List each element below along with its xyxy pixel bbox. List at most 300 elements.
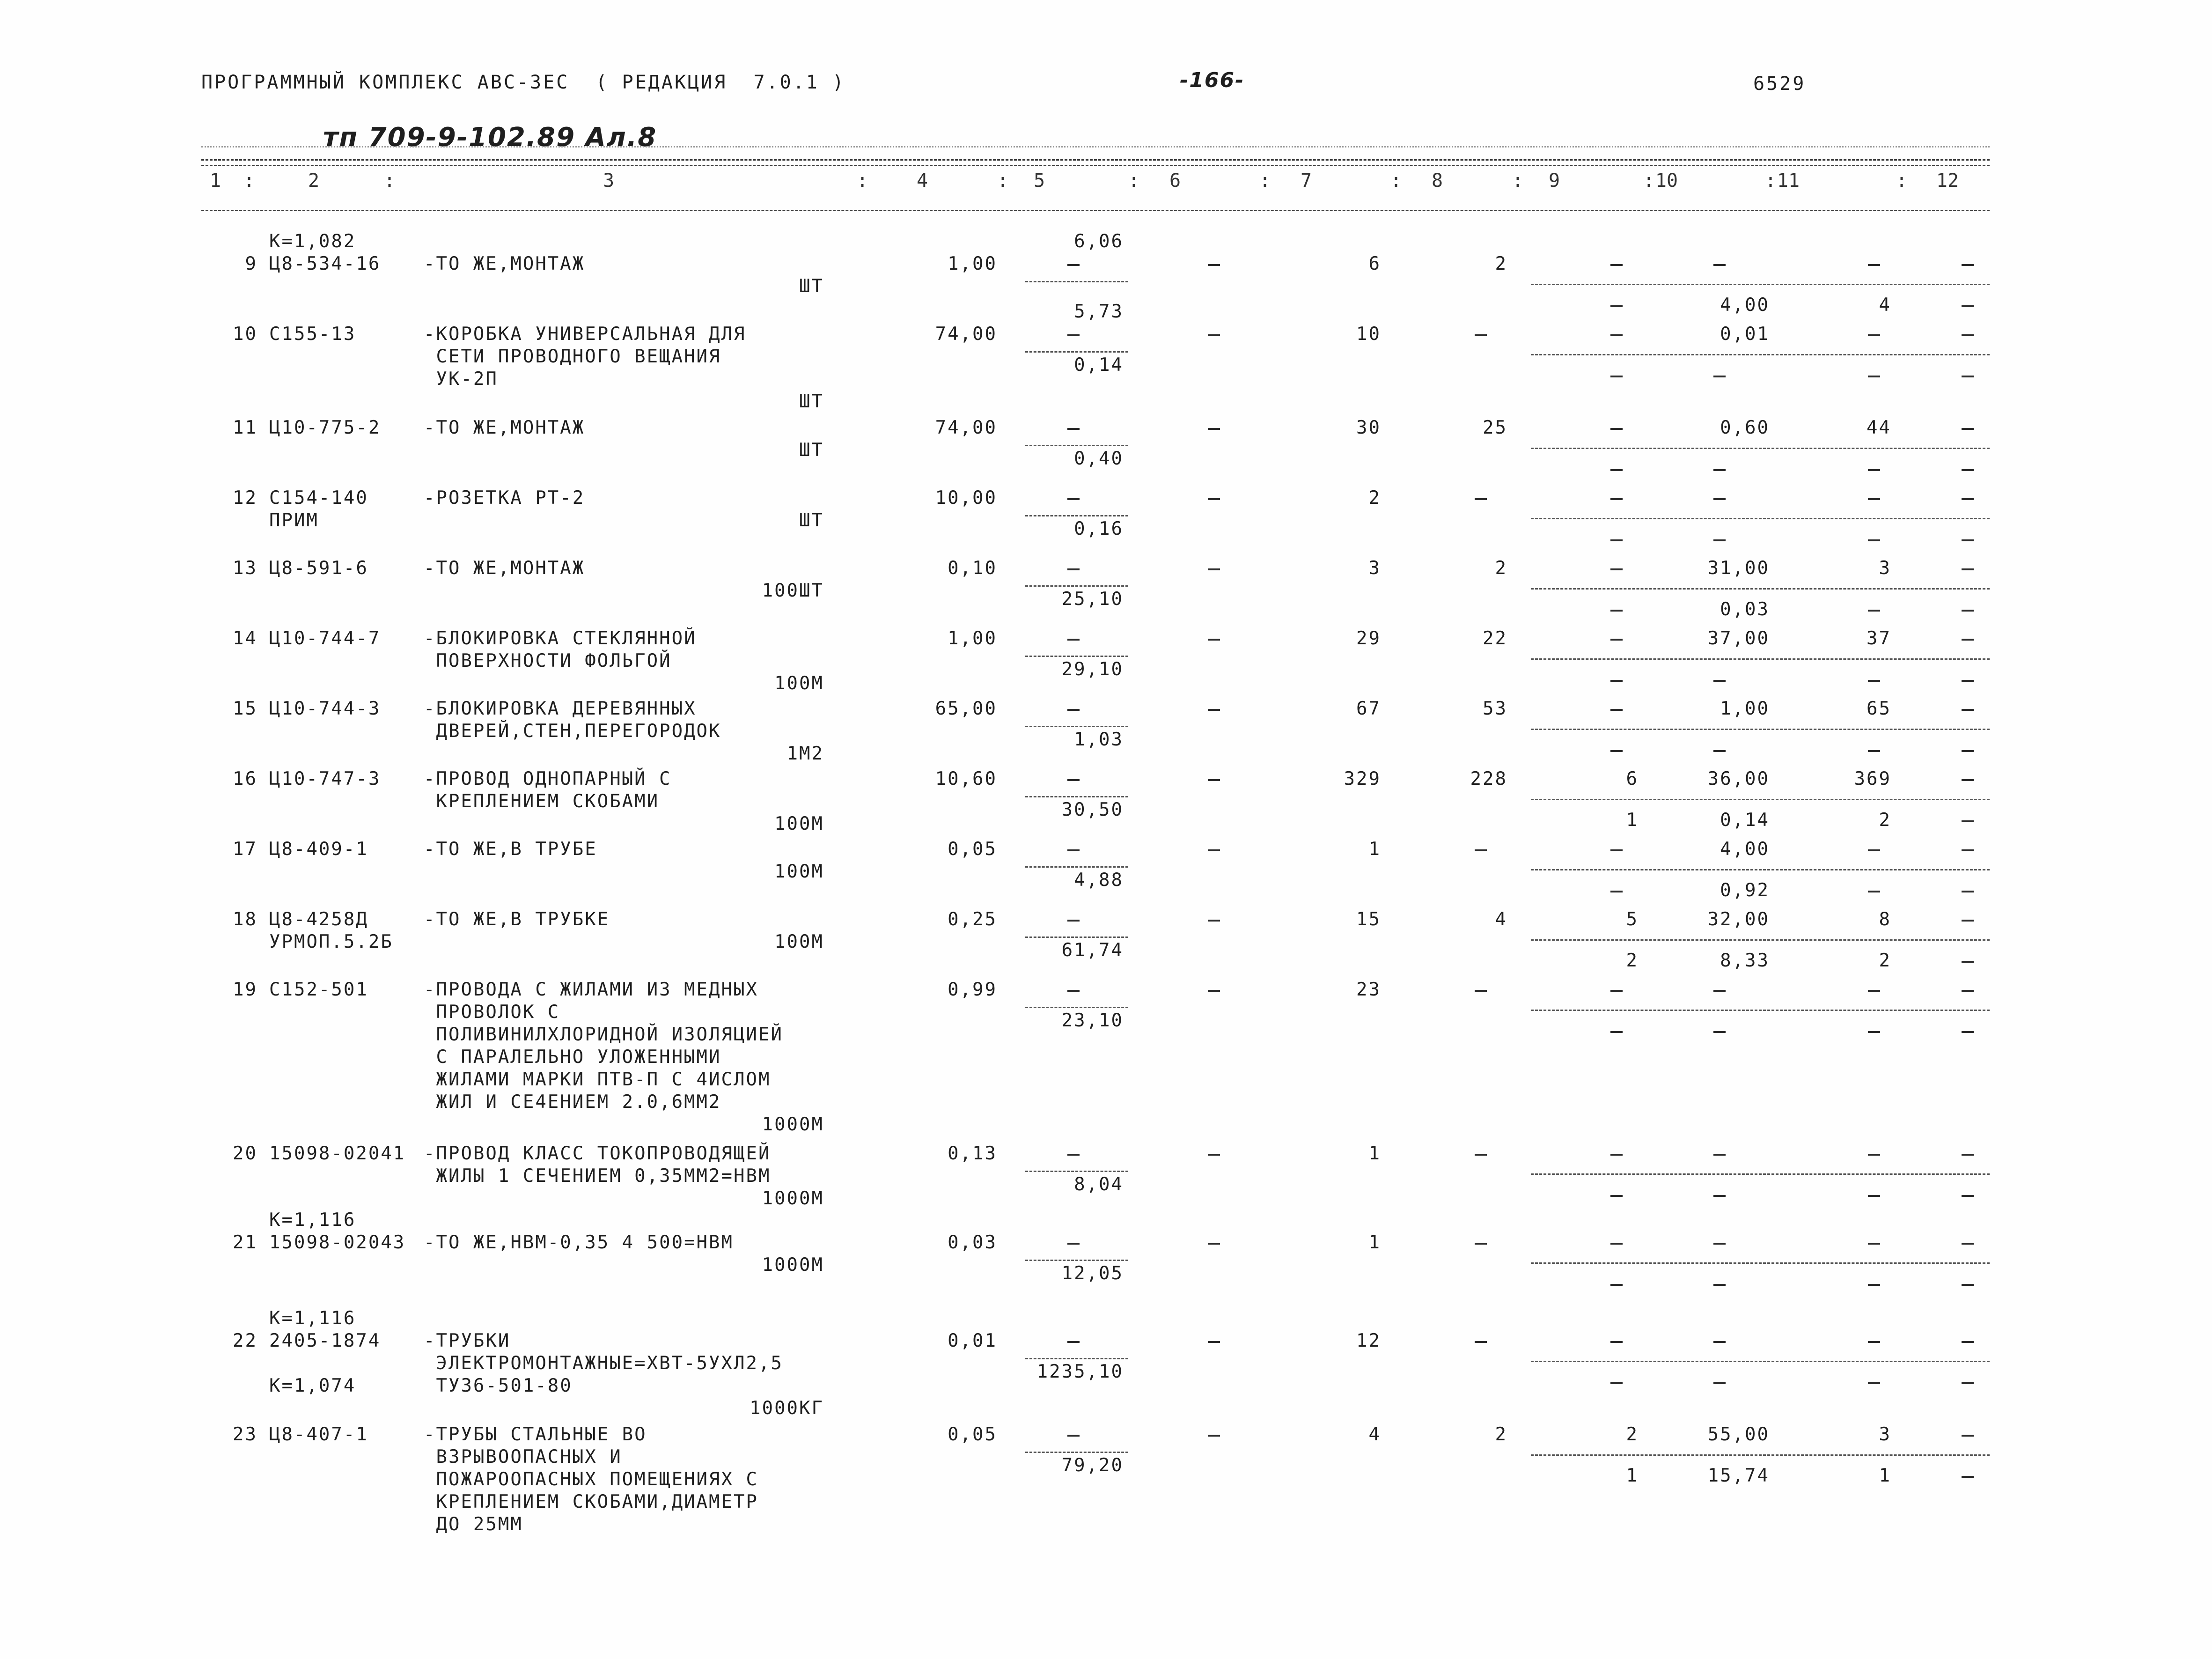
row-description: -БЛОКИРОВКА ДЕРЕВЯННЫХ ДВЕРЕЙ,СТЕН,ПЕРЕГОРОДОК [424, 698, 721, 742]
col11-value: 65 [1867, 698, 1891, 719]
col5-rule [1025, 796, 1128, 797]
row-quantity: 65,00 [935, 698, 997, 719]
empty-cell-dash [1962, 1243, 1974, 1245]
column-separator: : [1128, 170, 1140, 192]
resources-rule [1531, 799, 1990, 800]
row-unit: ШТ [799, 391, 824, 412]
empty-cell-dash [1962, 1341, 1974, 1343]
empty-cell-dash [1610, 568, 1623, 570]
empty-cell-dash [1962, 568, 1974, 570]
resources-rule [1531, 1173, 1990, 1175]
resources-rule [1531, 729, 1990, 730]
row-unit: ШТ [799, 440, 824, 461]
empty-cell-dash [1475, 1154, 1487, 1156]
empty-cell-dash [1868, 1243, 1880, 1245]
empty-cell-dash [1713, 1243, 1726, 1245]
empty-cell-dash [1208, 264, 1220, 266]
row-quantity: 0,05 [948, 839, 997, 860]
empty-cell-dash [1713, 539, 1726, 541]
col7-value: 1 [1368, 839, 1381, 860]
row-quantity: 0,10 [948, 558, 997, 579]
column-separator: : [1765, 170, 1777, 192]
row-number: 13 [233, 558, 257, 579]
resources-rule [1531, 284, 1990, 285]
empty-cell-dash [1868, 680, 1880, 682]
empty-cell-dash [1962, 610, 1974, 612]
col10-value: 0,14 [1720, 810, 1770, 831]
empty-cell-dash [1208, 920, 1220, 922]
empty-cell-dash [1868, 849, 1880, 851]
col5-value: 1235,10 [1036, 1361, 1124, 1382]
empty-cell-dash [1610, 849, 1623, 851]
resources-rule [1531, 1454, 1990, 1456]
row-description: -ТРУБКИ ЭЛЕКТРОМОНТАЖНЫЕ=ХВТ-5УХЛ2,5 ТУ36-501-80 [424, 1330, 783, 1396]
empty-cell-dash [1610, 1031, 1623, 1033]
row-description: -ТО ЖЕ,МОНТАЖ [424, 253, 585, 274]
empty-cell-dash [1067, 334, 1080, 336]
empty-cell-dash [1868, 990, 1880, 992]
row-code: С154-140 [269, 487, 368, 509]
column-number: 1 [209, 170, 221, 192]
col11-value: 8 [1879, 909, 1891, 930]
empty-cell-dash [1610, 1382, 1623, 1384]
empty-cell-dash [1610, 498, 1623, 500]
col5-rule [1025, 281, 1128, 282]
row-description: -КОРОБКА УНИВЕРСАЛЬНАЯ ДЛЯ СЕТИ ПРОВОДНОГО ВЕЩАНИЯ УК-2П [424, 324, 746, 390]
row-code: Ц10-744-7 [269, 628, 381, 649]
empty-cell-dash [1610, 1195, 1623, 1197]
header-rule-top [201, 159, 1990, 161]
col9-value: 2 [1626, 1424, 1639, 1445]
coefficient: К=1,074 [269, 1375, 356, 1396]
col5-rule [1025, 656, 1128, 657]
col5-rule [1025, 585, 1128, 587]
row-unit: 1000М [762, 1114, 824, 1135]
row-unit: 100М [774, 861, 824, 882]
empty-cell-dash [1610, 1243, 1623, 1245]
empty-cell-dash [1067, 1341, 1080, 1343]
column-separator: : [1259, 170, 1271, 192]
row-unit: 1М2 [786, 743, 824, 764]
empty-cell-dash [1610, 1341, 1623, 1343]
empty-cell-dash [1962, 639, 1974, 641]
col5-value: 12,05 [1061, 1263, 1124, 1284]
empty-cell-dash [1475, 334, 1487, 336]
empty-cell-dash [1067, 428, 1080, 430]
col8-value: 22 [1483, 628, 1507, 649]
col7-value: 6 [1368, 253, 1381, 274]
column-separator: : [243, 170, 255, 192]
row-description: -ТРУБЫ СТАЛЬНЫЕ ВО ВЗРЫВООПАСНЫХ И ПОЖАРООПАСНЫХ ПОМЕЩЕНИЯХ С КРЕПЛЕНИЕМ СКОБАМИ,ДИАМЕТР ДО 25ММ [424, 1424, 758, 1535]
col5-value: 4,88 [1074, 870, 1124, 891]
col5-rule [1025, 1452, 1128, 1453]
column-number: 7 [1300, 170, 1312, 192]
empty-cell-dash [1610, 1284, 1623, 1286]
row-number: 18 [233, 909, 257, 930]
col10-value: 0,92 [1720, 880, 1770, 901]
header-rule-bottom [201, 210, 1990, 211]
empty-cell-dash [1610, 750, 1623, 752]
empty-cell-dash [1067, 709, 1080, 711]
empty-cell-dash [1962, 1031, 1974, 1033]
empty-cell-dash [1208, 428, 1220, 430]
empty-cell-dash [1208, 1154, 1220, 1156]
col10-value: 31,00 [1707, 558, 1770, 579]
row-quantity: 74,00 [935, 417, 997, 438]
row-unit: ШТ [799, 276, 824, 297]
empty-cell-dash [1475, 849, 1487, 851]
empty-cell-dash [1713, 750, 1726, 752]
row-number: 19 [233, 979, 257, 1000]
col7-value: 1 [1368, 1232, 1381, 1253]
row-code: Ц10-744-3 [269, 698, 381, 719]
row-number: 15 [233, 698, 257, 719]
resources-rule [1531, 518, 1990, 519]
col5-rule [1025, 445, 1128, 446]
col10-value: 8,33 [1720, 950, 1770, 971]
empty-cell-dash [1962, 1195, 1974, 1197]
column-separator: : [1643, 170, 1655, 192]
empty-cell-dash [1475, 498, 1487, 500]
coefficient: К=1,116 [269, 1308, 356, 1329]
row-number: 20 [233, 1143, 257, 1164]
row-number: 16 [233, 768, 257, 789]
column-separator: : [1896, 170, 1908, 192]
col9-value: 2 [1626, 950, 1639, 971]
empty-cell-dash [1962, 779, 1974, 781]
col10-value: 4,00 [1720, 839, 1770, 860]
row-description: -РОЗЕТКА РТ-2 [424, 487, 585, 509]
row-code: Ц8-591-6 [269, 558, 368, 579]
column-number: 6 [1169, 170, 1181, 192]
row-code: С155-13 [269, 324, 356, 345]
project-code: тп 709-9-102.89 Ал.8 [323, 122, 657, 153]
col8-value: 53 [1483, 698, 1507, 719]
empty-cell-dash [1962, 1476, 1974, 1478]
empty-cell-dash [1868, 376, 1880, 377]
row-number: 22 [233, 1330, 257, 1351]
empty-cell-dash [1208, 639, 1220, 641]
empty-cell-dash [1962, 498, 1974, 500]
col8-value: 4 [1495, 909, 1507, 930]
row-quantity: 0,03 [948, 1232, 997, 1253]
col7-value: 67 [1356, 698, 1381, 719]
column-number: 3 [603, 170, 615, 192]
row-number: 17 [233, 839, 257, 860]
col9-value: 6 [1626, 768, 1639, 789]
empty-cell-dash [1713, 680, 1726, 682]
header-rule-mid [201, 165, 1990, 166]
column-number: 9 [1548, 170, 1560, 192]
row-quantity: 10,00 [935, 487, 997, 509]
row-unit: 1000М [762, 1254, 824, 1276]
empty-cell-dash [1962, 920, 1974, 922]
empty-cell-dash [1208, 849, 1220, 851]
col11-value: 44 [1867, 417, 1891, 438]
empty-cell-dash [1962, 305, 1974, 307]
col9-value: 5 [1626, 909, 1639, 930]
empty-cell-dash [1067, 639, 1080, 641]
col5-rule [1025, 515, 1128, 516]
resources-rule [1531, 588, 1990, 590]
empty-cell-dash [1610, 305, 1623, 307]
empty-cell-dash [1868, 334, 1880, 336]
col10-value: 4,00 [1720, 295, 1770, 316]
empty-cell-dash [1868, 1284, 1880, 1286]
row-quantity: 0,25 [948, 909, 997, 930]
column-separator: : [997, 170, 1009, 192]
empty-cell-dash [1962, 539, 1974, 541]
empty-cell-dash [1713, 264, 1726, 266]
col5-value: 0,16 [1074, 518, 1124, 539]
col10-value: 36,00 [1707, 768, 1770, 789]
col5-rule [1025, 1171, 1128, 1172]
resources-rule [1531, 658, 1990, 660]
row-code: Ц8-534-16 [269, 253, 381, 274]
row-unit: 100М [774, 673, 824, 694]
empty-cell-dash [1067, 1435, 1080, 1437]
row-description: -ТО ЖЕ,МОНТАЖ [424, 417, 585, 438]
resources-rule [1531, 1262, 1990, 1264]
col8-value: 2 [1495, 253, 1507, 274]
col8-value: 2 [1495, 558, 1507, 579]
col5-rule [1025, 1260, 1128, 1261]
empty-cell-dash [1868, 539, 1880, 541]
row-quantity: 0,05 [948, 1424, 997, 1445]
col8-value: 25 [1483, 417, 1507, 438]
empty-cell-dash [1475, 990, 1487, 992]
empty-cell-dash [1067, 568, 1080, 570]
empty-cell-dash [1962, 891, 1974, 892]
empty-cell-dash [1610, 990, 1623, 992]
empty-cell-dash [1713, 990, 1726, 992]
column-separator: : [857, 170, 868, 192]
empty-cell-dash [1962, 264, 1974, 266]
col5-rule [1025, 1358, 1128, 1359]
row-quantity: 1,00 [948, 253, 997, 274]
empty-cell-dash [1962, 990, 1974, 992]
col9-value: 1 [1626, 810, 1639, 831]
col7-value: 1 [1368, 1143, 1381, 1164]
empty-cell-dash [1713, 1031, 1726, 1033]
column-number: 5 [1033, 170, 1045, 192]
row-description: -ТО ЖЕ,НВМ-0,35 4 500=НВМ [424, 1232, 734, 1253]
col5-rule [1025, 936, 1128, 938]
col5-rule [1025, 726, 1128, 727]
column-number: 8 [1431, 170, 1443, 192]
col5-rule [1025, 1007, 1128, 1008]
empty-cell-dash [1610, 539, 1623, 541]
resources-rule [1531, 1010, 1990, 1011]
empty-cell-dash [1868, 1341, 1880, 1343]
col7-value: 3 [1368, 558, 1381, 579]
column-separator: : [384, 170, 396, 192]
empty-cell-dash [1067, 920, 1080, 922]
col11-value: 4 [1879, 295, 1891, 316]
empty-cell-dash [1962, 750, 1974, 752]
empty-cell-dash [1713, 1284, 1726, 1286]
empty-cell-dash [1868, 891, 1880, 892]
empty-cell-dash [1610, 610, 1623, 612]
row-unit: 1000КГ [750, 1398, 824, 1419]
empty-cell-dash [1610, 709, 1623, 711]
empty-cell-dash [1962, 820, 1974, 822]
row-number: 23 [233, 1424, 257, 1445]
coefficient: К=1,082 [269, 231, 356, 252]
empty-cell-dash [1713, 1195, 1726, 1197]
empty-cell-dash [1610, 1154, 1623, 1156]
empty-cell-dash [1067, 1243, 1080, 1245]
col10-value: 1,00 [1720, 698, 1770, 719]
row-code: С152-501 [269, 979, 368, 1000]
empty-cell-dash [1208, 1435, 1220, 1437]
empty-cell-dash [1868, 1031, 1880, 1033]
col11-value: 3 [1879, 1424, 1891, 1445]
empty-cell-dash [1208, 334, 1220, 336]
col7-value: 30 [1356, 417, 1381, 438]
empty-cell-dash [1067, 990, 1080, 992]
col11-value: 1 [1879, 1465, 1891, 1486]
empty-cell-dash [1067, 849, 1080, 851]
col10-value: 55,00 [1707, 1424, 1770, 1445]
empty-cell-dash [1713, 1382, 1726, 1384]
col7-value: 15 [1356, 909, 1381, 930]
row-number: 12 [233, 487, 257, 509]
empty-cell-dash [1713, 1341, 1726, 1343]
col9-value: 1 [1626, 1465, 1639, 1486]
empty-cell-dash [1208, 709, 1220, 711]
col7-value: 4 [1368, 1424, 1381, 1445]
col5-value: 61,74 [1061, 940, 1124, 961]
empty-cell-dash [1868, 610, 1880, 612]
row-code: 2405-1874 [269, 1330, 381, 1351]
resources-rule [1531, 1361, 1990, 1362]
empty-cell-dash [1962, 428, 1974, 430]
col5-value: 5,73 [1074, 301, 1124, 322]
empty-cell-dash [1962, 1382, 1974, 1384]
col5-value: 30,50 [1061, 799, 1124, 820]
empty-cell-dash [1868, 1154, 1880, 1156]
row-number: 11 [233, 417, 257, 438]
col5-rule [1025, 866, 1128, 868]
row-number: 14 [233, 628, 257, 649]
empty-cell-dash [1962, 1284, 1974, 1286]
empty-cell-dash [1610, 469, 1623, 471]
col5-value: 79,20 [1061, 1455, 1124, 1476]
row-description: -ПРОВОДА С ЖИЛАМИ ИЗ МЕДНЫХ ПРОВОЛОК С ПОЛИВИНИЛХЛОРИДНОЙ ИЗОЛЯЦИЕЙ С ПАРАЛЕЛЬНО УЛОЖЕННЫМИ ЖИЛАМИ МАРКИ ПТВ-П С 4ИСЛОМ ЖИЛ И СЕ4ЕНИЕМ 2.0,6ММ2 [424, 979, 783, 1113]
col5-value: 0,14 [1074, 354, 1124, 376]
col10-value: 37,00 [1707, 628, 1770, 649]
empty-cell-dash [1713, 1154, 1726, 1156]
row-quantity: 10,60 [935, 768, 997, 789]
col11-value: 2 [1879, 950, 1891, 971]
col11-value: 369 [1854, 768, 1891, 789]
row-description: -ТО ЖЕ,В ТРУБКЕ [424, 909, 610, 930]
row-description: -ПРОВОД ОДНОПАРНЫЙ С КРЕПЛЕНИЕМ СКОБАМИ [424, 768, 672, 812]
resources-rule [1531, 869, 1990, 870]
col7-value: 2 [1368, 487, 1381, 509]
col10-value: 32,00 [1707, 909, 1770, 930]
empty-cell-dash [1475, 1341, 1487, 1343]
row-quantity: 0,99 [948, 979, 997, 1000]
resources-rule [1531, 939, 1990, 941]
row-unit: ШТ [799, 510, 824, 531]
empty-cell-dash [1475, 1243, 1487, 1245]
header-dotted-line [201, 146, 1990, 147]
empty-cell-dash [1208, 568, 1220, 570]
empty-cell-dash [1713, 469, 1726, 471]
col5-value: 1,03 [1074, 729, 1124, 750]
row-unit: 100ШТ [762, 580, 824, 601]
empty-cell-dash [1962, 376, 1974, 377]
coefficient: К=1,116 [269, 1209, 356, 1231]
empty-cell-dash [1868, 750, 1880, 752]
empty-cell-dash [1713, 498, 1726, 500]
column-number: 10 [1655, 170, 1678, 192]
col7-value: 329 [1344, 768, 1381, 789]
col5-value: 29,10 [1061, 659, 1124, 680]
resources-rule [1531, 354, 1990, 355]
empty-cell-dash [1610, 680, 1623, 682]
row-unit: 1000М [762, 1188, 824, 1209]
col7-value: 29 [1356, 628, 1381, 649]
col5-value: 0,40 [1074, 448, 1124, 469]
empty-cell-dash [1962, 961, 1974, 963]
col8-value: 2 [1495, 1424, 1507, 1445]
empty-cell-dash [1208, 990, 1220, 992]
col10-value: 15,74 [1707, 1465, 1770, 1486]
col10-value: 0,01 [1720, 324, 1770, 345]
page-number: -166- [1180, 68, 1245, 92]
row-code: Ц8-409-1 [269, 839, 368, 860]
col5-value: 6,06 [1074, 231, 1124, 252]
row-quantity: 0,01 [948, 1330, 997, 1351]
empty-cell-dash [1868, 264, 1880, 266]
empty-cell-dash [1962, 709, 1974, 711]
empty-cell-dash [1962, 1154, 1974, 1156]
col11-value: 3 [1879, 558, 1891, 579]
empty-cell-dash [1962, 849, 1974, 851]
column-number: 4 [916, 170, 928, 192]
col7-value: 10 [1356, 324, 1381, 345]
col7-value: 23 [1356, 979, 1381, 1000]
document-number: 6529 [1753, 73, 1806, 95]
col10-value: 0,03 [1720, 599, 1770, 620]
row-code: Ц8-4258Д [269, 909, 368, 930]
row-unit: 100М [774, 813, 824, 834]
row-number: 9 [245, 253, 257, 274]
row-quantity: 1,00 [948, 628, 997, 649]
row-number: 21 [233, 1232, 257, 1253]
empty-cell-dash [1610, 334, 1623, 336]
row-description: -ТО ЖЕ,В ТРУБЕ [424, 839, 597, 860]
empty-cell-dash [1868, 498, 1880, 500]
empty-cell-dash [1610, 376, 1623, 377]
row-code: Ц10-775-2 [269, 417, 381, 438]
col5-rule [1025, 351, 1128, 353]
col7-value: 12 [1356, 1330, 1381, 1351]
empty-cell-dash [1713, 376, 1726, 377]
empty-cell-dash [1962, 469, 1974, 471]
empty-cell-dash [1067, 1154, 1080, 1156]
resources-rule [1531, 448, 1990, 449]
column-number: 12 [1936, 170, 1959, 192]
empty-cell-dash [1208, 1243, 1220, 1245]
empty-cell-dash [1208, 1341, 1220, 1343]
empty-cell-dash [1610, 428, 1623, 430]
col11-value: 37 [1867, 628, 1891, 649]
empty-cell-dash [1067, 264, 1080, 266]
